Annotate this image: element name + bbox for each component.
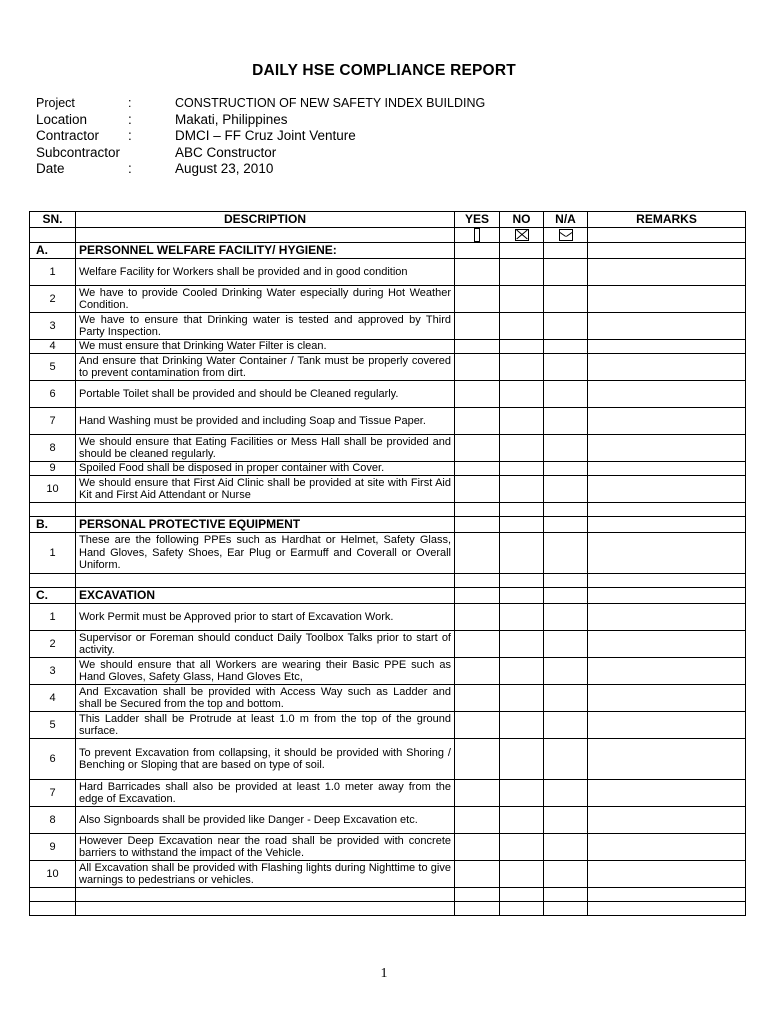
remarks-cell[interactable] xyxy=(588,712,746,739)
item-description: Portable Toilet shall be provided and should be Cleaned regularly. xyxy=(76,381,455,408)
remarks-cell[interactable] xyxy=(588,476,746,503)
na-cell[interactable] xyxy=(544,861,588,888)
item-description: We have to ensure that Drinking water is tested and approved by Third Party Inspection. xyxy=(76,313,455,340)
no-cell[interactable] xyxy=(500,435,544,462)
na-mark-icon xyxy=(559,229,573,241)
item-number: 6 xyxy=(30,381,76,408)
item-description: We must ensure that Drinking Water Filter is clean. xyxy=(76,340,455,354)
table-row xyxy=(30,286,746,313)
info-row-contractor xyxy=(36,128,485,145)
item-description: And ensure that Drinking Water Container / Tank must be properly covered to prevent contamination from dirt. xyxy=(76,354,455,381)
section-header-row xyxy=(30,588,746,604)
item-number: 4 xyxy=(30,685,76,712)
na-cell[interactable] xyxy=(544,354,588,381)
na-cell[interactable] xyxy=(544,259,588,286)
remarks-cell[interactable] xyxy=(588,658,746,685)
no-mark-icon xyxy=(515,229,529,241)
table-row xyxy=(30,313,746,340)
info-value: CONSTRUCTION OF NEW SAFETY INDEX BUILDING xyxy=(175,96,486,110)
item-number: 3 xyxy=(30,313,76,340)
item-description: We should ensure that First Aid Clinic shall be provided at site with First Aid Kit and First Aid Attendant or Nurse xyxy=(76,476,455,503)
table-row xyxy=(30,712,746,739)
item-number: 7 xyxy=(30,408,76,435)
yes-cell[interactable] xyxy=(455,780,500,807)
info-value: Makati, Philippines xyxy=(175,111,288,127)
item-number: 1 xyxy=(30,533,76,574)
table-row xyxy=(30,631,746,658)
item-description: Spoiled Food shall be disposed in proper container with Cover. xyxy=(76,462,455,476)
section-title: PERSONNEL WELFARE FACILITY/ HYGIENE: xyxy=(76,243,455,259)
table-row xyxy=(30,259,746,286)
yes-cell[interactable] xyxy=(455,631,500,658)
table-row xyxy=(30,807,746,834)
header-na: N/A xyxy=(544,212,588,228)
yes-cell[interactable] xyxy=(455,462,500,476)
yes-cell[interactable] xyxy=(455,861,500,888)
item-number: 1 xyxy=(30,259,76,286)
blank-row xyxy=(30,574,746,588)
item-number: 3 xyxy=(30,658,76,685)
item-number: 10 xyxy=(30,476,76,503)
yes-cell[interactable] xyxy=(455,476,500,503)
no-cell[interactable] xyxy=(500,739,544,780)
na-cell[interactable] xyxy=(544,604,588,631)
no-cell[interactable] xyxy=(500,462,544,476)
table-row xyxy=(30,354,746,381)
blank-row xyxy=(30,503,746,517)
info-colon xyxy=(128,145,175,162)
na-cell[interactable] xyxy=(544,685,588,712)
item-description: Also Signboards shall be provided like Danger - Deep Excavation etc. xyxy=(76,807,455,834)
section-letter: A. xyxy=(30,243,76,259)
header-sn: SN. xyxy=(30,212,76,228)
no-cell[interactable] xyxy=(500,313,544,340)
item-number: 9 xyxy=(30,462,76,476)
remarks-cell[interactable] xyxy=(588,462,746,476)
na-cell[interactable] xyxy=(544,834,588,861)
item-description: These are the following PPEs such as Hardhat or Helmet, Safety Glass, Hand Gloves, Safety Shoes, Ear Plug or Earmuff and Coverall or Overall Uniform. xyxy=(76,533,455,574)
compliance-table xyxy=(29,211,746,916)
info-colon: : xyxy=(128,161,132,176)
section-header-row xyxy=(30,517,746,533)
no-cell[interactable] xyxy=(500,408,544,435)
info-value: DMCI – FF Cruz Joint Venture xyxy=(175,128,356,143)
yes-cell[interactable] xyxy=(455,313,500,340)
info-colon: : xyxy=(128,128,132,143)
item-description: This Ladder shall be Protrude at least 1.0 m from the top of the ground surface. xyxy=(76,712,455,739)
remarks-cell[interactable] xyxy=(588,381,746,408)
yes-cell[interactable] xyxy=(455,381,500,408)
item-number: 8 xyxy=(30,435,76,462)
remarks-cell[interactable] xyxy=(588,286,746,313)
table-row xyxy=(30,834,746,861)
yes-cell[interactable] xyxy=(455,340,500,354)
no-cell[interactable] xyxy=(500,685,544,712)
remarks-cell[interactable] xyxy=(588,408,746,435)
table-body xyxy=(30,243,746,916)
header-description: DESCRIPTION xyxy=(76,212,455,228)
no-cell[interactable] xyxy=(500,780,544,807)
header-remarks: REMARKS xyxy=(588,212,746,228)
item-number: 2 xyxy=(30,631,76,658)
remarks-cell[interactable] xyxy=(588,435,746,462)
na-cell[interactable] xyxy=(544,340,588,354)
yes-cell[interactable] xyxy=(455,286,500,313)
yes-cell[interactable] xyxy=(455,354,500,381)
section-header-row xyxy=(30,243,746,259)
item-number: 1 xyxy=(30,604,76,631)
remarks-cell[interactable] xyxy=(588,861,746,888)
section-title: PERSONAL PROTECTIVE EQUIPMENT xyxy=(76,517,455,533)
item-description: Supervisor or Foreman should conduct Daily Toolbox Talks prior to start of activity. xyxy=(76,631,455,658)
table-row xyxy=(30,861,746,888)
page-number: 1 xyxy=(380,966,388,981)
item-description: Hand Washing must be provided and including Soap and Tissue Paper. xyxy=(76,408,455,435)
remarks-cell[interactable] xyxy=(588,354,746,381)
remarks-cell[interactable] xyxy=(588,834,746,861)
table-row xyxy=(30,685,746,712)
no-cell[interactable] xyxy=(500,658,544,685)
no-cell[interactable] xyxy=(500,631,544,658)
item-description: All Excavation shall be provided with Flashing lights during Nighttime to give warnings to pedestrians or vehicles. xyxy=(76,861,455,888)
yes-cell[interactable] xyxy=(455,604,500,631)
na-cell[interactable] xyxy=(544,739,588,780)
yes-cell[interactable] xyxy=(455,658,500,685)
table-row xyxy=(30,476,746,503)
item-number: 5 xyxy=(30,354,76,381)
item-description: We have to provide Cooled Drinking Water especially during Hot Weather Condition. xyxy=(76,286,455,313)
table-row xyxy=(30,780,746,807)
item-number: 4 xyxy=(30,340,76,354)
report-title: DAILY HSE COMPLIANCE REPORT xyxy=(252,62,516,79)
remarks-cell[interactable] xyxy=(588,533,746,574)
info-row-subcontractor xyxy=(36,145,485,162)
na-cell[interactable] xyxy=(544,286,588,313)
item-number: 2 xyxy=(30,286,76,313)
no-cell[interactable] xyxy=(500,259,544,286)
no-cell[interactable] xyxy=(500,807,544,834)
yes-cell[interactable] xyxy=(455,533,500,574)
item-description: Hard Barricades shall also be provided at least 1.0 meter away from the edge of Excavation. xyxy=(76,780,455,807)
item-description: We should ensure that all Workers are wearing their Basic PPE such as Hand Gloves, Safety Glass, Hand Gloves Etc, xyxy=(76,658,455,685)
item-number: 6 xyxy=(30,739,76,780)
item-description: However Deep Excavation near the road shall be provided with concrete barriers to withstand the impact of the Vehicle. xyxy=(76,834,455,861)
item-number: 8 xyxy=(30,807,76,834)
blank-row xyxy=(30,902,746,916)
section-letter: B. xyxy=(30,517,76,533)
info-label: Project xyxy=(36,96,75,110)
na-cell[interactable] xyxy=(544,462,588,476)
remarks-cell[interactable] xyxy=(588,340,746,354)
item-number: 10 xyxy=(30,861,76,888)
no-cell[interactable] xyxy=(500,712,544,739)
table-row xyxy=(30,604,746,631)
item-number: 7 xyxy=(30,780,76,807)
yes-mark-icon xyxy=(474,228,480,242)
na-cell[interactable] xyxy=(544,658,588,685)
item-description: And Excavation shall be provided with Access Way such as Ladder and shall be Secured from the top and bottom. xyxy=(76,685,455,712)
na-cell[interactable] xyxy=(544,533,588,574)
remarks-cell[interactable] xyxy=(588,739,746,780)
na-cell[interactable] xyxy=(544,313,588,340)
no-cell[interactable] xyxy=(500,286,544,313)
no-cell[interactable] xyxy=(500,533,544,574)
remarks-cell[interactable] xyxy=(588,807,746,834)
item-number: 9 xyxy=(30,834,76,861)
yes-cell[interactable] xyxy=(455,408,500,435)
no-cell[interactable] xyxy=(500,861,544,888)
section-letter: C. xyxy=(30,588,76,604)
info-label: Location xyxy=(36,111,88,127)
info-colon: : xyxy=(128,96,132,110)
na-cell[interactable] xyxy=(544,435,588,462)
remarks-cell[interactable] xyxy=(588,604,746,631)
item-description: We should ensure that Eating Facilities or Mess Hall shall be provided and should be cleaned regularly. xyxy=(76,435,455,462)
item-description: Work Permit must be Approved prior to start of Excavation Work. xyxy=(76,604,455,631)
no-cell[interactable] xyxy=(500,604,544,631)
item-description: To prevent Excavation from collapsing, it should be provided with Shoring / Benching or Sloping that are based on type of soil. xyxy=(76,739,455,780)
na-cell[interactable] xyxy=(544,712,588,739)
remarks-cell[interactable] xyxy=(588,313,746,340)
header-no: NO xyxy=(500,212,544,228)
table-row xyxy=(30,435,746,462)
na-cell[interactable] xyxy=(544,780,588,807)
yes-cell[interactable] xyxy=(455,834,500,861)
project-info xyxy=(36,95,485,178)
na-cell[interactable] xyxy=(544,381,588,408)
remarks-cell[interactable] xyxy=(588,259,746,286)
info-label: Subcontractor xyxy=(36,144,121,160)
table-row xyxy=(30,381,746,408)
no-cell[interactable] xyxy=(500,834,544,861)
no-cell[interactable] xyxy=(500,354,544,381)
header-yes: YES xyxy=(455,212,500,228)
na-cell[interactable] xyxy=(544,807,588,834)
table-row xyxy=(30,408,746,435)
info-label: Contractor xyxy=(36,128,100,143)
info-label: Date xyxy=(36,161,65,176)
blank-row xyxy=(30,888,746,902)
info-value: August 23, 2010 xyxy=(175,161,274,176)
no-cell[interactable] xyxy=(500,381,544,408)
table-row xyxy=(30,533,746,574)
yes-cell[interactable] xyxy=(455,807,500,834)
table-row xyxy=(30,739,746,780)
table-row xyxy=(30,340,746,354)
remarks-cell[interactable] xyxy=(588,780,746,807)
na-cell[interactable] xyxy=(544,408,588,435)
info-row-date xyxy=(36,161,485,178)
yes-cell[interactable] xyxy=(455,739,500,780)
na-cell[interactable] xyxy=(544,631,588,658)
remarks-cell[interactable] xyxy=(588,631,746,658)
na-cell[interactable] xyxy=(544,476,588,503)
yes-cell[interactable] xyxy=(455,712,500,739)
yes-cell[interactable] xyxy=(455,259,500,286)
info-row-location xyxy=(36,112,485,129)
info-value: ABC Constructor xyxy=(175,144,277,160)
yes-cell[interactable] xyxy=(455,435,500,462)
no-cell[interactable] xyxy=(500,340,544,354)
table-header-row xyxy=(30,212,746,228)
remarks-cell[interactable] xyxy=(588,685,746,712)
table-row xyxy=(30,658,746,685)
table-legend-row xyxy=(30,228,746,243)
table-row xyxy=(30,462,746,476)
item-number: 5 xyxy=(30,712,76,739)
no-cell[interactable] xyxy=(500,476,544,503)
yes-cell[interactable] xyxy=(455,685,500,712)
section-title: EXCAVATION xyxy=(76,588,455,604)
info-colon: : xyxy=(128,111,132,127)
item-description: Welfare Facility for Workers shall be provided and in good condition xyxy=(76,259,455,286)
info-row-project xyxy=(36,95,485,112)
